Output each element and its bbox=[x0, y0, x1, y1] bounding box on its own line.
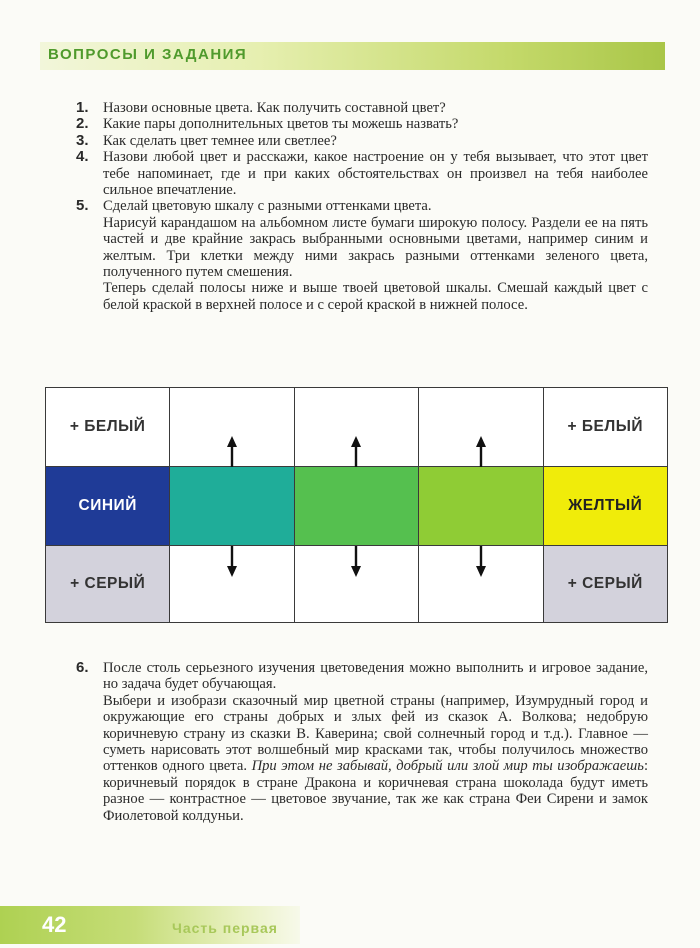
question-6-intro: После столь серьезного изучения цветоведения можно выполнить и игровое задание, но задача будет обучающая. bbox=[103, 660, 648, 693]
top-cell-2 bbox=[170, 388, 294, 467]
bottom-cell-2 bbox=[170, 546, 294, 623]
bottom-right-cell: + СЕРЫЙ bbox=[543, 546, 667, 623]
question-text: Назови основные цвета. Как получить составной цвет? bbox=[103, 100, 446, 116]
bottom-cell-4 bbox=[419, 546, 543, 623]
yellow-cell: ЖЕЛТЫЙ bbox=[543, 467, 667, 546]
top-left-cell: + БЕЛЫЙ bbox=[46, 388, 170, 467]
arrow-up-icon bbox=[227, 436, 237, 467]
question-6-paragraph-2 bbox=[103, 693, 648, 824]
lime-cell bbox=[419, 467, 543, 546]
question-text bbox=[103, 198, 648, 313]
blue-cell: СИНИЙ bbox=[46, 467, 170, 546]
question-5-paragraph-2: Нарисуй карандашом на альбомном листе бумаги широкую полосу. Раздели ее на пять частей и две крайние закрась выбранными основными цветами, например синим и желтым. Три клетки между ними закрась разными оттенками зеленого цвета, полученного путем смешения. bbox=[103, 214, 648, 281]
question-number: 2. bbox=[76, 115, 89, 133]
question-list bbox=[76, 100, 648, 313]
top-cell-4 bbox=[419, 388, 543, 467]
question-text: Какие пары дополнительных цветов ты можешь назвать? bbox=[103, 116, 459, 133]
section-title: ВОПРОСЫ И ЗАДАНИЯ bbox=[48, 46, 248, 63]
question-text bbox=[103, 660, 648, 824]
question-6 bbox=[76, 660, 648, 824]
bottom-cell-3 bbox=[294, 546, 418, 623]
arrow-down-icon bbox=[351, 546, 361, 577]
arrow-up-icon bbox=[476, 436, 486, 467]
question-5 bbox=[76, 198, 648, 313]
bottom-left-cell: + СЕРЫЙ bbox=[46, 546, 170, 623]
question-6-emphasis: При этом не забывай, добрый или злой мир ты изображаешь bbox=[251, 758, 644, 775]
question-5-paragraph-3: Теперь сделай полосы ниже и выше твоей цветовой шкалы. Смешай каждый цвет с белой краской в верхней полосе и с серой краской в нижней полосе. bbox=[103, 280, 648, 313]
question-number: 3. bbox=[76, 131, 89, 149]
question-number: 1. bbox=[76, 99, 89, 116]
question-2 bbox=[76, 116, 648, 132]
green-cell bbox=[294, 467, 418, 546]
part-label: Часть первая bbox=[172, 920, 278, 936]
page-number: 42 bbox=[42, 912, 67, 937]
top-cell-3 bbox=[294, 388, 418, 467]
question-text: Назови любой цвет и расскажи, какое настроение он у тебя вызывает, что этот цвет тебе напоминает, где и при каких обстоятельствах он произвел на тебя наиболее сильное впечатление. bbox=[103, 149, 648, 199]
question-number: 4. bbox=[76, 148, 89, 166]
question-1 bbox=[76, 100, 648, 116]
top-right-cell: + БЕЛЫЙ bbox=[543, 388, 667, 467]
question-3 bbox=[76, 133, 648, 149]
question-text: Как сделать цвет темнее или светлее? bbox=[103, 132, 337, 149]
question-number: 6. bbox=[76, 659, 89, 676]
question-6-text-a: Выбери и изобрази сказочный мир цветной страны (например, Изумрудный город и окружающие его страны добрых и злых фей из сказок А. Волкова; недобрую коричневую страну из сказки В. Каверина; свой солнечный город и т.д.). Главное — суметь нарисовать этот волшебный мир красками так, чтобы получилось множество оттенков одного цвета. bbox=[103, 692, 648, 775]
question-6-text-b: : коричневый порядок в стране Дракона и коричневая страна шоколада будут иметь разное — контрастное — цветовое звучание, так же как страна Феи Сирени и замок Фиолетовой колдуньи. bbox=[103, 758, 649, 824]
question-5-intro: Сделай цветовую шкалу с разными оттенками цвета. bbox=[103, 198, 432, 215]
arrow-down-icon bbox=[227, 546, 237, 577]
arrow-up-icon bbox=[351, 436, 361, 467]
arrow-down-icon bbox=[476, 546, 486, 577]
teal-cell bbox=[170, 467, 294, 546]
question-4 bbox=[76, 149, 648, 198]
color-scale-table bbox=[45, 387, 668, 622]
question-number: 5. bbox=[76, 197, 89, 215]
